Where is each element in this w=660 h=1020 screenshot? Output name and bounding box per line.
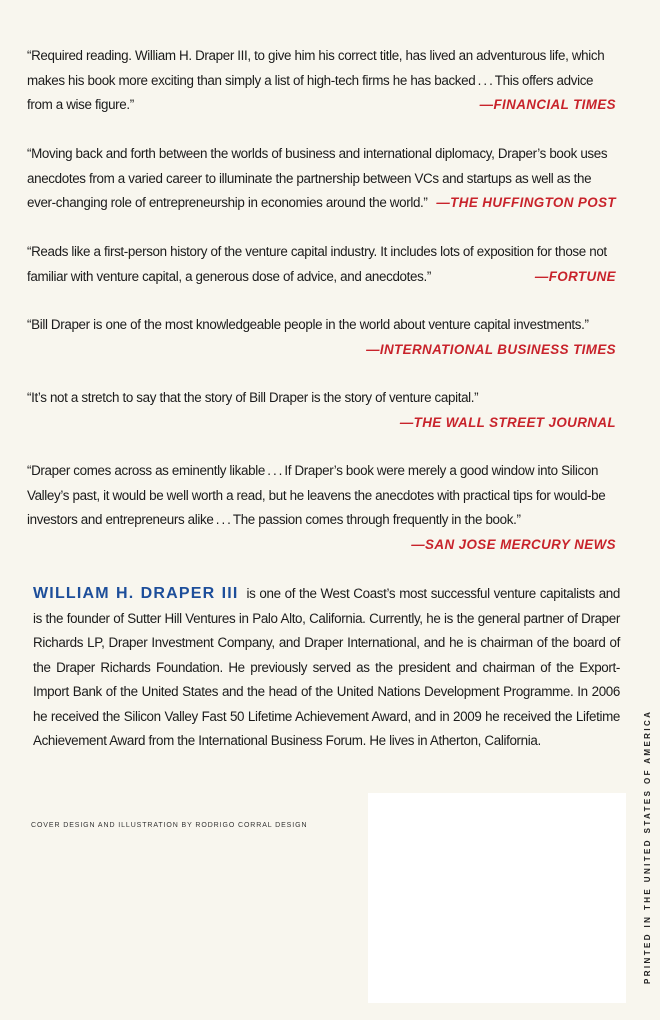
review-fortune (27, 240, 616, 289)
review-source: —FORTUNE (534, 268, 616, 284)
review-source: —INTERNATIONAL BUSINESS TIMES (366, 341, 616, 357)
review-source: —THE HUFFINGTON POST (436, 195, 616, 210)
review-international-business-times (27, 313, 616, 362)
review-financial-times (27, 44, 616, 118)
review-huffington-post (27, 142, 616, 216)
author-bio (33, 582, 620, 754)
author-name: WILLIAM H. DRAPER III (33, 585, 239, 602)
review-quote: “Reads like a first-person history of the venture capital industry. It includes lots of exposition for those not familiar with venture capital, a generous dose of advice, and anecdotes.” (27, 244, 607, 284)
printed-in-usa: PRINTED IN THE UNITED STATES OF AMERICA (643, 709, 652, 984)
review-san-jose-mercury-news (27, 459, 616, 557)
review-quote: “It’s not a stretch to say that the story of Bill Draper is the story of venture capital.” (27, 390, 479, 405)
review-wall-street-journal (27, 386, 616, 435)
review-quote: “Draper comes across as eminently likable . . . If Draper’s book were merely a good window into Silicon Valley’s past, it would be well worth a read, but he leavens the anecdotes with practical tips for would-be investors and entrepreneurs alike . . . The passion comes through frequently in the book.” (27, 463, 606, 527)
author-bio-text: is one of the West Coast’s most successful venture capitalists and is the founder of Sutter Hill Ventures in Palo Alto, California. Currently, he is the general partner of Draper Richards LP, Draper Investment Company, and Draper International, and he is chairman of the board of the Draper Richards Foundation. He previously served as the president and chairman of the Export-Import Bank of the United States and the head of the United Nations Development Programme. In 2006 he received the Silicon Valley Fast 50 Lifetime Achievement Award, and in 2009 he received the Lifetime Achievement Award from the International Business Forum. He lives in Atherton, California. (33, 586, 620, 748)
review-quote: “Required reading. William H. Draper III, to give him his correct title, has lived an adventurous life, which makes his book more exciting than simply a list of high-tech firms he has backed . . . This offers advice from a wise figure.” (27, 48, 605, 112)
review-source: —SAN JOSE MERCURY NEWS (411, 536, 616, 552)
review-quote: “Bill Draper is one of the most knowledgeable people in the world about venture capital investments.” (27, 317, 589, 332)
barcode-area (368, 793, 626, 1003)
cover-credit: COVER DESIGN AND ILLUSTRATION BY RODRIGO CORRAL DESIGN (31, 822, 308, 829)
review-source: —FINANCIAL TIMES (479, 97, 616, 112)
review-quote: “Moving back and forth between the worlds of business and international diplomacy, Draper’s book uses anecdotes from a varied career to illuminate the partnership between VCs and startups as well as the ever-changing role of entrepreneurship in economies around the world.” (27, 146, 608, 210)
review-source: —THE WALL STREET JOURNAL (399, 414, 616, 430)
